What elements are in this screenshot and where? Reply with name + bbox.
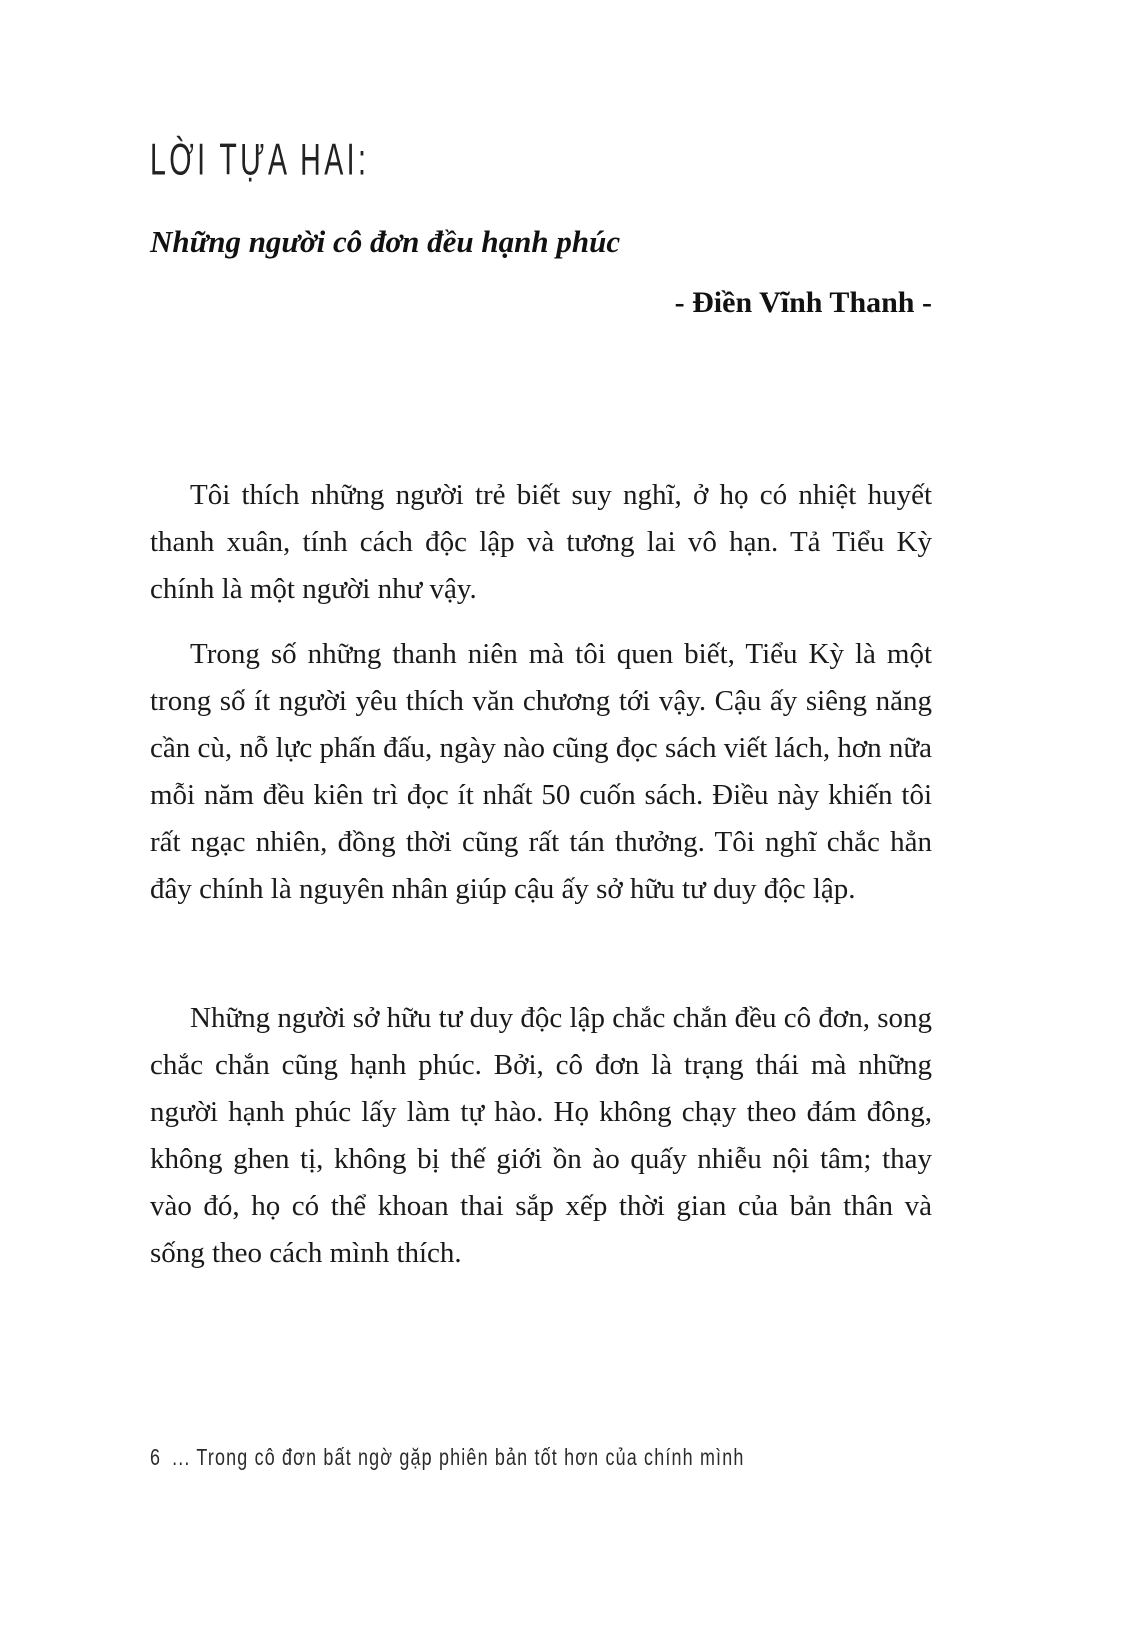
page-footer <box>150 1444 745 1471</box>
paragraph: Tôi thích những người trẻ biết suy nghĩ, ở họ có nhiệt huyết thanh xuân, tính cách độc lập và tương lai vô hạn. Tả Tiểu Kỳ chính là một người như vậy. <box>150 479 932 605</box>
body-text <box>150 472 932 1277</box>
paragraph: Những người sở hữu tư duy độc lập chắc chắn đều cô đơn, song chắc chắn cũng hạnh phúc. Bởi, cô đơn là trạng thái mà những người hạnh phúc lấy làm tự hào. Họ không chạy theo đám đông, không ghen tị, không bị thế giới ồn ào quấy nhiễu nội tâm; thay vào đó, họ có thể khoan thai sắp xếp thời gian của bản thân và sống theo cách mình thích. <box>150 1002 932 1269</box>
chapter-heading: LỜI TỰA HAI: <box>150 134 370 185</box>
author-attribution: - Điền Vĩnh Thanh - <box>674 286 932 319</box>
footer-running-title: ... Trong cô đơn bất ngờ gặp phiên bản tốt hơn của chính mình <box>172 1444 745 1470</box>
chapter-subtitle: Những người cô đơn đều hạnh phúc <box>150 224 621 259</box>
page-content <box>150 0 932 1295</box>
page-number: 6 <box>150 1444 162 1470</box>
paragraph: Trong số những thanh niên mà tôi quen biết, Tiểu Kỳ là một trong số ít người yêu thích văn chương tới vậy. Cậu ấy siêng năng cần cù, nỗ lực phấn đấu, ngày nào cũng đọc sách viết lách, hơn nữa mỗi năm đều kiên trì đọc ít nhất 50 cuốn sách. Điều này khiến tôi rất ngạc nhiên, đồng thời cũng rất tán thưởng. Tôi nghĩ chắc hẳn đây chính là nguyên nhân giúp cậu ấy sở hữu tư duy độc lập. <box>150 638 932 905</box>
